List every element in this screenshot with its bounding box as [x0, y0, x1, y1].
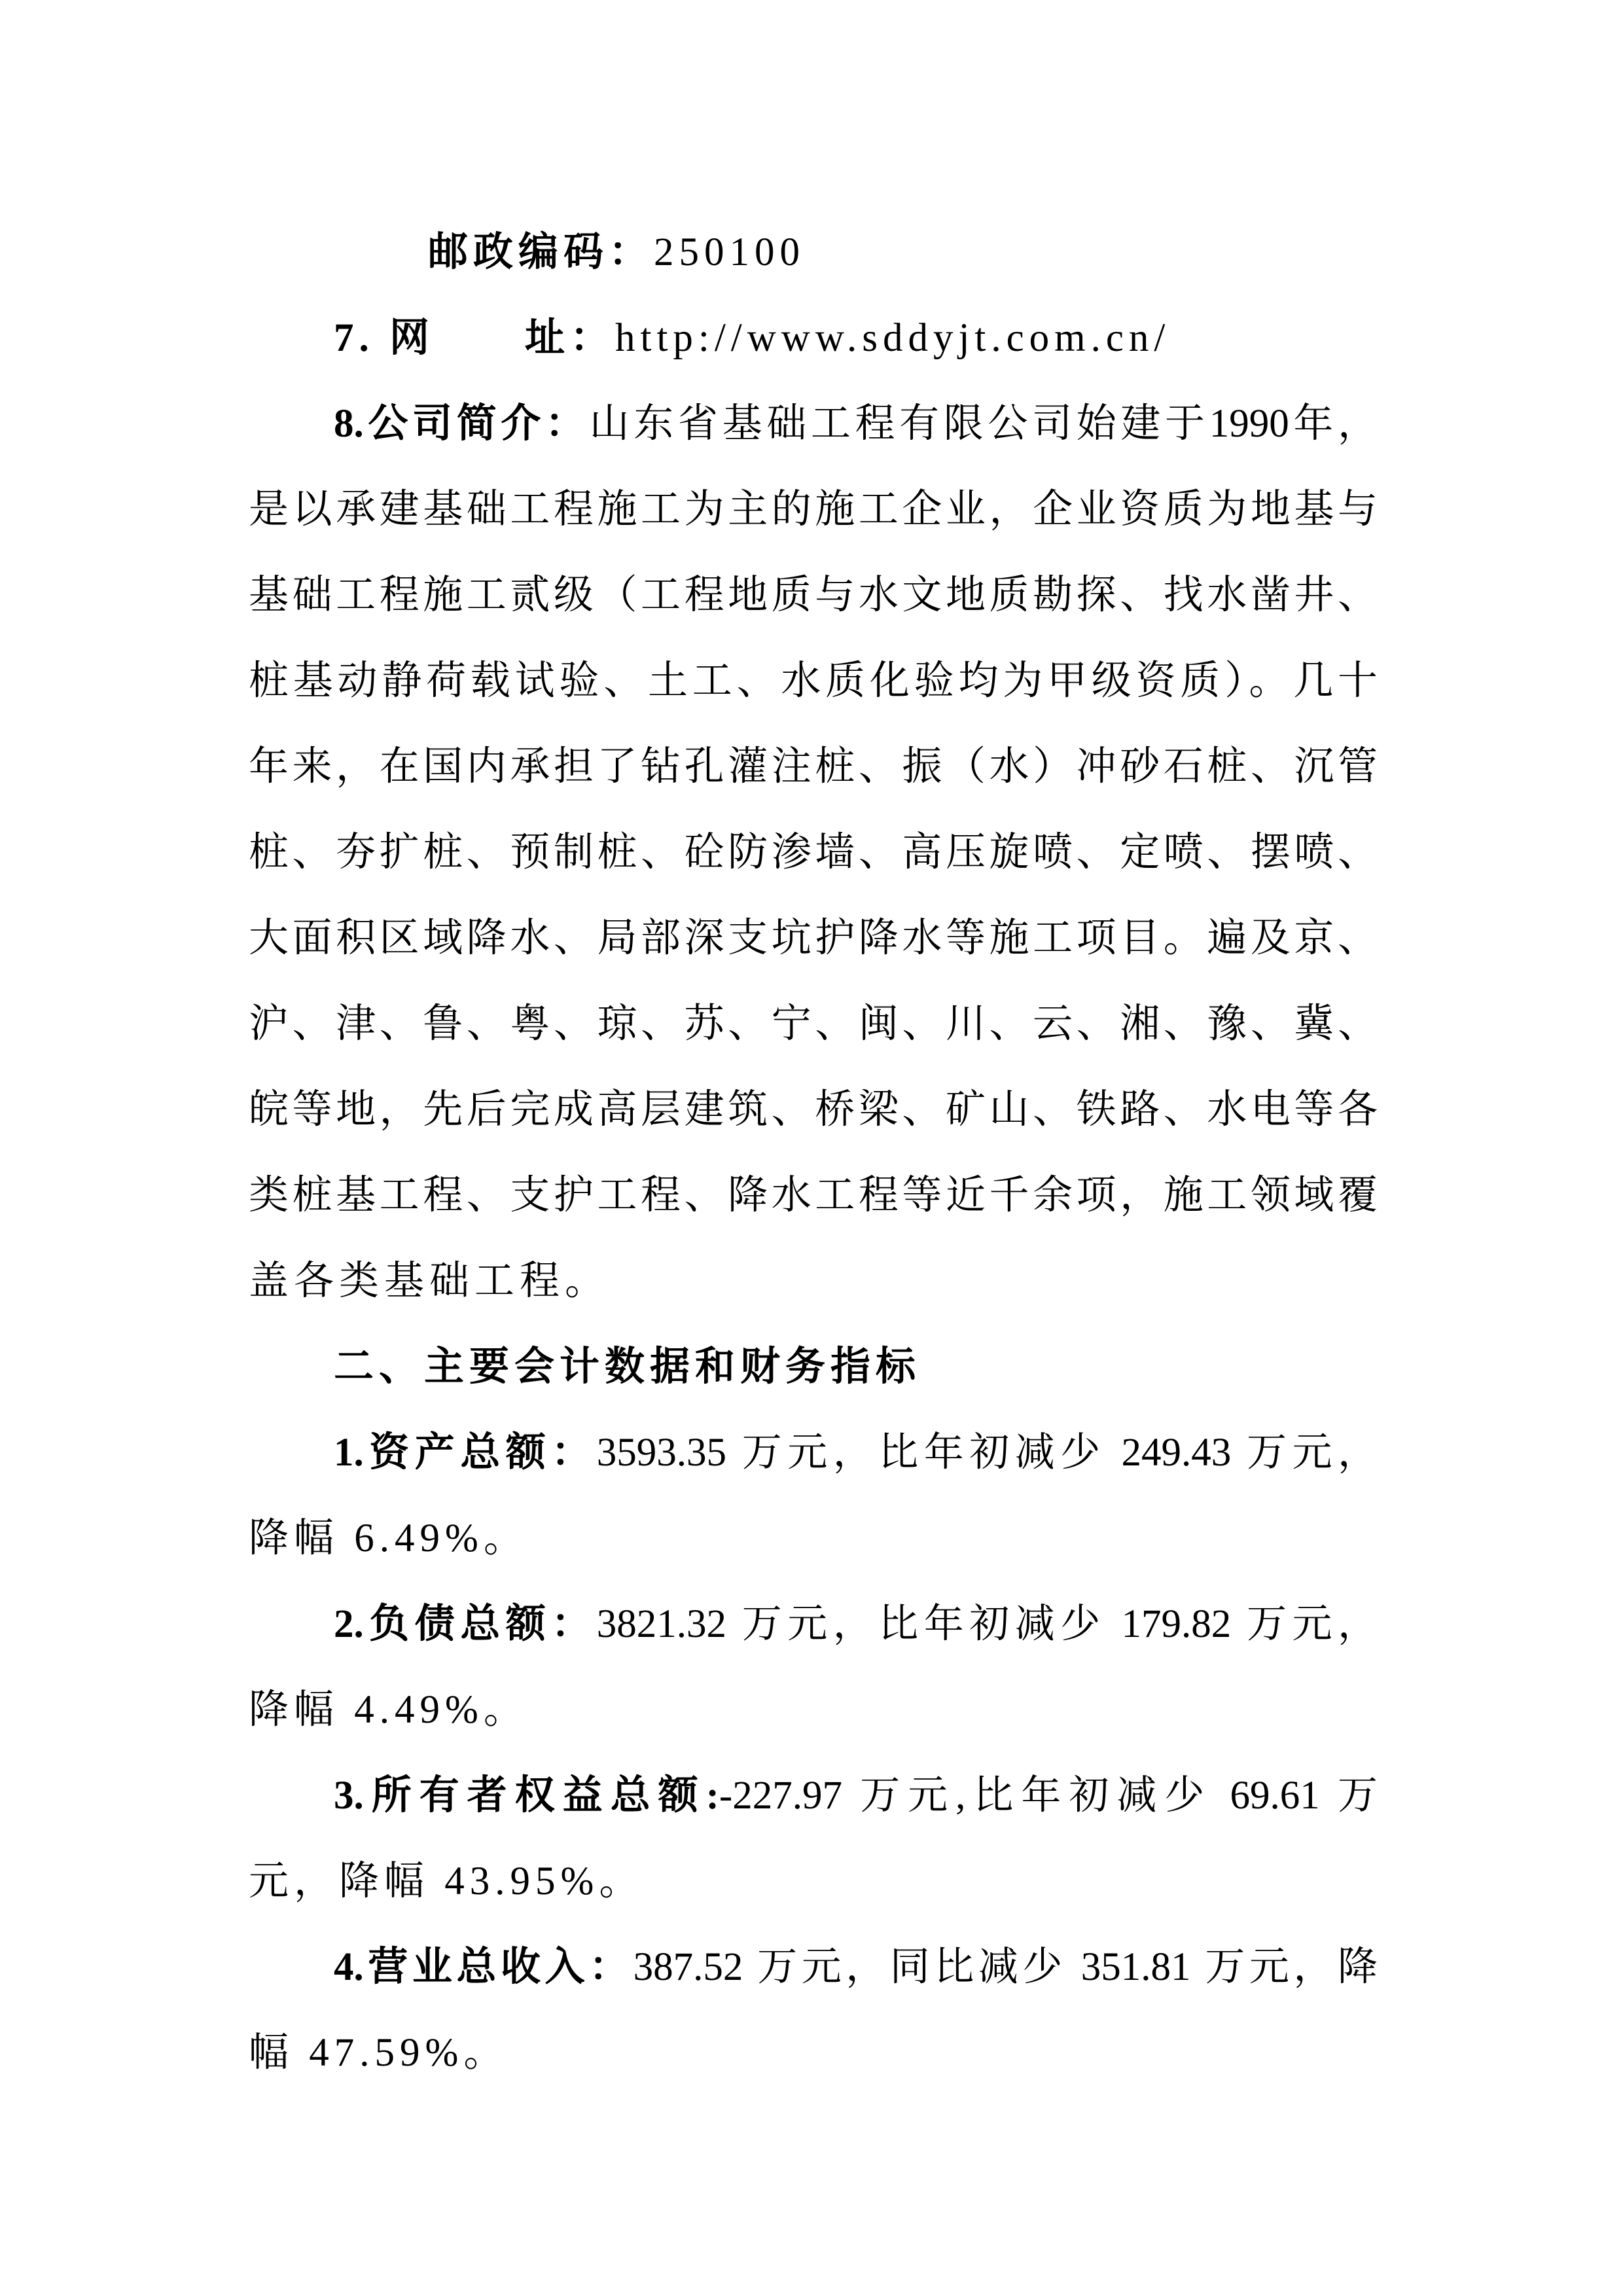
- company-intro-text: 桩、夯扩桩、预制桩、砼防渗墙、高压旋喷、定喷、摆喷、: [249, 831, 1378, 874]
- total-liabilities-label: 2.负债总额：: [334, 1602, 597, 1646]
- owners-equity-label: 3.所有者权益总额:: [334, 1774, 719, 1818]
- line-total-assets-1: [249, 1410, 1378, 1496]
- line-company-intro-3: [249, 552, 1378, 638]
- total-assets-label: 1.资产总额：: [334, 1431, 597, 1475]
- line-company-intro-7: [249, 895, 1378, 981]
- postal-code-value: 250100: [654, 230, 806, 274]
- section-heading-text: 二、主要会计数据和财务指标: [334, 1345, 921, 1389]
- total-revenue-value: 387.52 万元，同比减少 351.81 万元，降: [633, 1945, 1378, 1989]
- total-liabilities-value: 3821.32 万元，比年初减少 179.82 万元，: [596, 1602, 1378, 1646]
- total-assets-decline: 降幅 6.49%。: [249, 1516, 529, 1560]
- line-company-intro-11: [249, 1238, 1378, 1324]
- line-total-revenue-1: [249, 1924, 1378, 2010]
- postal-code-label: 邮政编码：: [428, 230, 654, 274]
- total-liabilities-decline: 降幅 4.49%。: [249, 1688, 529, 1732]
- line-postal-code: [249, 209, 1378, 295]
- company-intro-text: 桩基动静荷载试验、土工、水质化验均为甲级资质）。几十: [249, 659, 1378, 703]
- company-intro-text: 盖各类基础工程。: [249, 1259, 611, 1303]
- company-intro-text: 年来，在国内承担了钻孔灌注桩、振（水）冲砂石桩、沉管: [249, 745, 1378, 789]
- company-intro-text: 沪、津、鲁、粤、琼、苏、宁、闽、川、云、湘、豫、冀、: [249, 1002, 1378, 1046]
- line-total-revenue-2: [249, 2010, 1378, 2096]
- line-total-assets-2: [249, 1496, 1378, 1581]
- line-total-liabilities-2: [249, 1667, 1378, 1753]
- line-owners-equity-2: [249, 1839, 1378, 1924]
- company-intro-text: 基础工程施工贰级（工程地质与水文地质勘探、找水凿井、: [249, 573, 1378, 617]
- line-company-intro-4: [249, 638, 1378, 724]
- line-company-intro-6: [249, 810, 1378, 895]
- line-company-intro-8: [249, 981, 1378, 1067]
- company-intro-text: 山东省基础工程有限公司始建于1990年，: [589, 402, 1378, 446]
- owners-equity-decline: 元，降幅 43.95%。: [249, 1859, 645, 1903]
- website-label: 7. 网 址：: [334, 316, 616, 360]
- line-company-intro-2: [249, 467, 1378, 552]
- line-section-heading: [249, 1324, 1378, 1410]
- website-url: http://www.sddyjt.com.cn/: [615, 316, 1171, 360]
- total-revenue-label: 4.营业总收入：: [334, 1945, 633, 1989]
- company-intro-text: 皖等地，先后完成高层建筑、桥梁、矿山、铁路、水电等各: [249, 1088, 1378, 1132]
- total-assets-value: 3593.35 万元，比年初减少 249.43 万元，: [596, 1431, 1378, 1475]
- company-intro-text: 是以承建基础工程施工为主的施工企业，企业资质为地基与: [249, 488, 1378, 531]
- company-intro-text: 大面积区域降水、局部深支坑护降水等施工项目。遍及京、: [249, 916, 1378, 960]
- owners-equity-value: -227.97 万元,比年初减少 69.61 万: [719, 1774, 1378, 1818]
- line-company-intro-5: [249, 724, 1378, 810]
- line-company-intro-1: [249, 381, 1378, 467]
- line-company-intro-9: [249, 1067, 1378, 1153]
- line-company-intro-10: [249, 1153, 1378, 1238]
- company-intro-label: 8.公司简介：: [334, 402, 590, 446]
- company-intro-text: 类桩基工程、支护工程、降水工程等近千余项，施工领域覆: [249, 1174, 1378, 1217]
- line-website: [249, 295, 1378, 381]
- line-owners-equity-1: [249, 1753, 1378, 1839]
- line-total-liabilities-1: [249, 1581, 1378, 1667]
- total-revenue-decline: 幅 47.59%。: [249, 2031, 509, 2075]
